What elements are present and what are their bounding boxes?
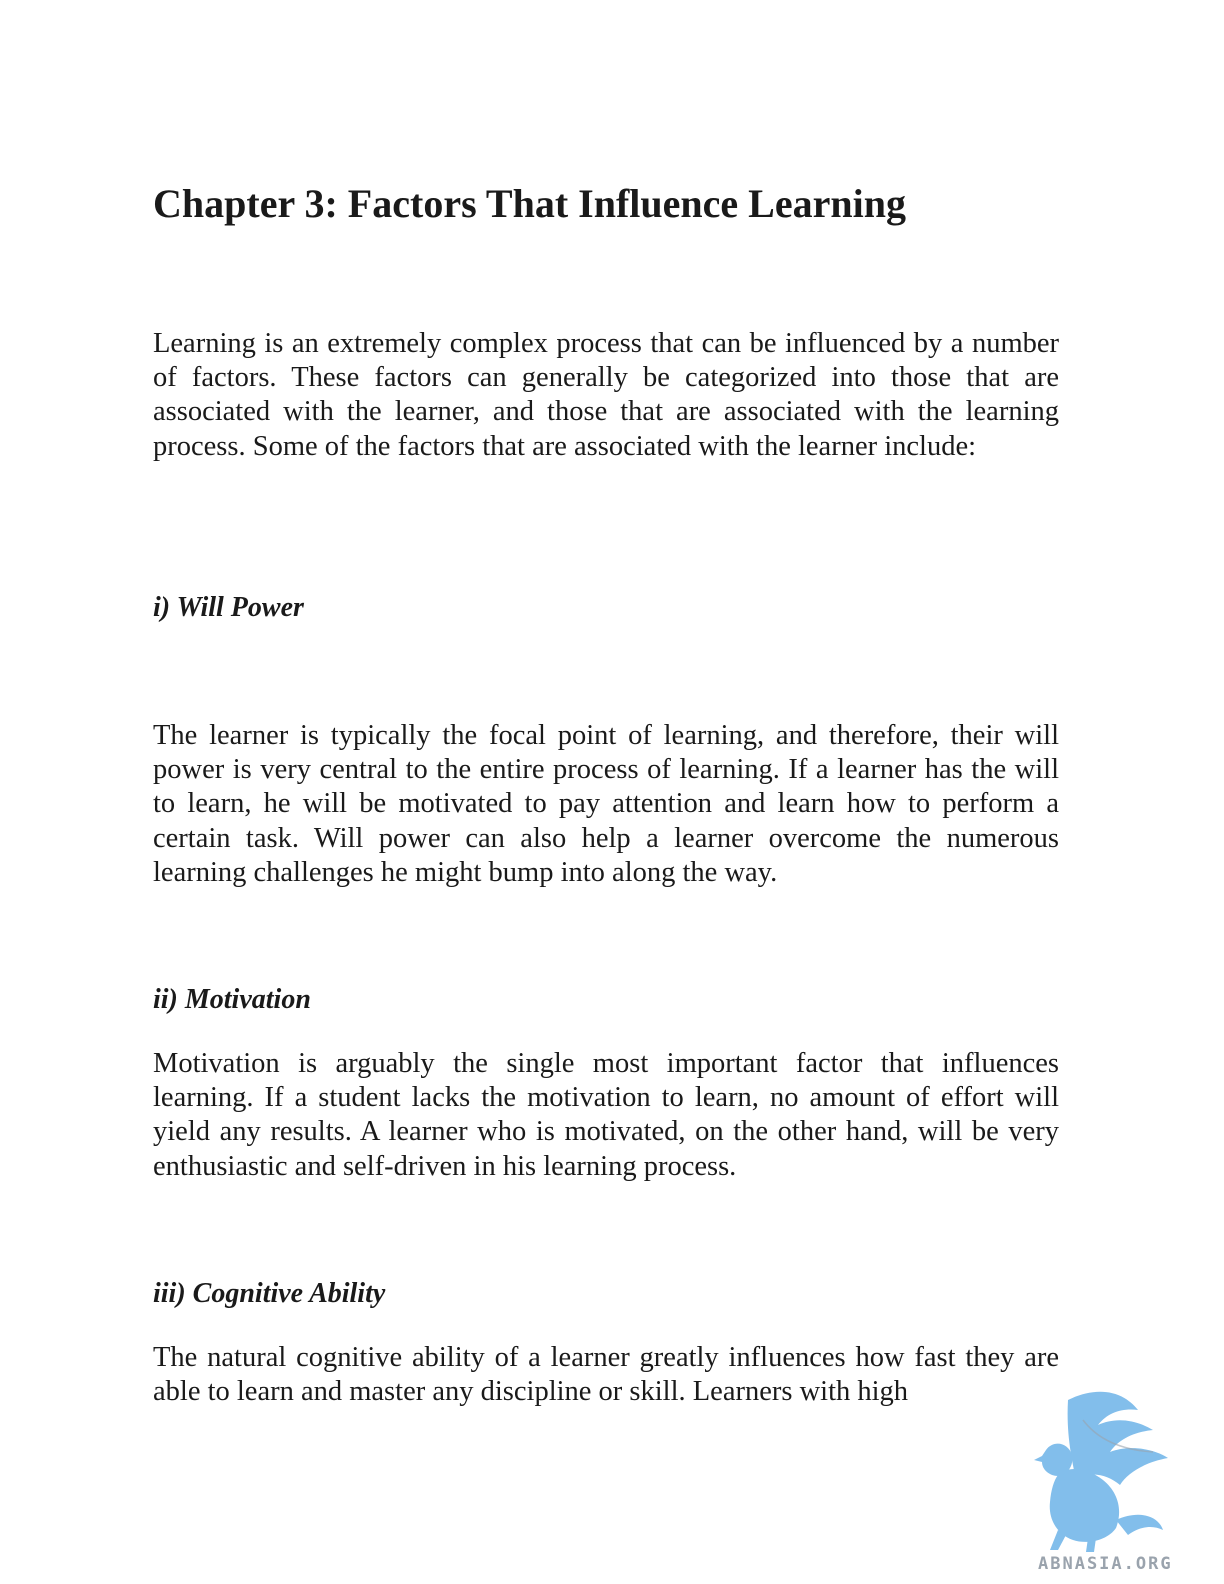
section-body-motivation: Motivation is arguably the single most important factor that influences learning. If a student lacks the motivation to learn, no amount of effort will yield any results. A learner who is motivated, on the other hand, will be very enthusiastic and self-driven in his learning process. <box>153 1048 1059 1182</box>
griffin-logo-icon <box>1028 1380 1218 1555</box>
watermark <box>1028 1380 1218 1580</box>
chapter-title: Chapter 3: Factors That Influence Learning <box>153 181 906 226</box>
section-body-will-power: The learner is typically the focal point of learning, and therefore, their will power is very central to the entire process of learning. If a learner has the will to learn, he will be motivated to pay attention and learn how to perform a certain task. Will power can also help a learner overcome the numerous learning challenges he might bump into along the way. <box>153 720 1059 888</box>
section-body-cognitive-ability: The natural cognitive ability of a learner greatly influences how fast they are able to learn and master any discipline or skill. Learners with high <box>153 1342 1059 1408</box>
section-heading-motivation: ii) Motivation <box>153 984 311 1015</box>
watermark-text: ABNASIA.ORG <box>1038 1554 1173 1574</box>
section-heading-cognitive-ability: iii) Cognitive Ability <box>153 1278 386 1309</box>
intro-paragraph: Learning is an extremely complex process that can be influenced by a number of factors. These factors can generally be categorized into those that are associated with the learner, and those that are associated with the learning process. Some of the factors that are associated with the learner include: <box>153 328 1059 462</box>
section-heading-will-power: i) Will Power <box>153 592 304 623</box>
